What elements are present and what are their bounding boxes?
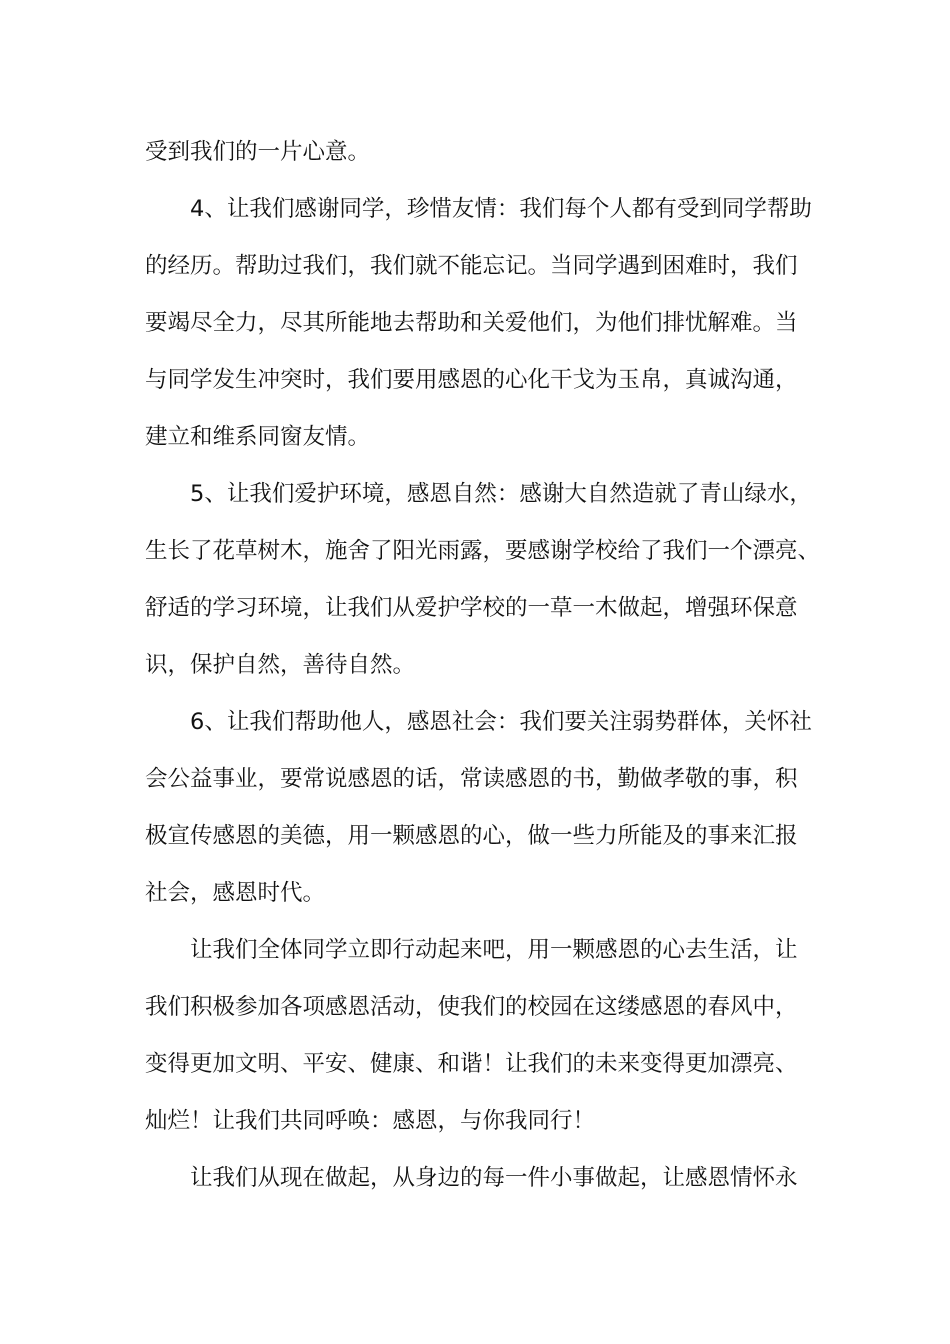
text-line: 生长了花草树木，施舍了阳光雨露，要感谢学校给了我们一个漂亮、 bbox=[145, 538, 821, 564]
text-line: 社会，感恩时代。 bbox=[145, 880, 326, 906]
text-line: 与同学发生冲突时，我们要用感恩的心化干戈为玉帛，真诚沟通， bbox=[145, 367, 798, 393]
text-line: 建立和维系同窗友情。 bbox=[145, 424, 371, 450]
text-line: 要竭尽全力，尽其所能地去帮助和关爱他们，为他们排忧解难。当 bbox=[145, 310, 798, 336]
text-line: 灿烂！让我们共同呼唤：感恩，与你我同行！ bbox=[145, 1108, 596, 1134]
text-line: 极宣传感恩的美德，用一颗感恩的心，做一些力所能及的事来汇报 bbox=[145, 823, 798, 849]
paragraph-start-line: 5、让我们爱护环境，感恩自然：感谢大自然造就了青山绿水， bbox=[190, 481, 812, 507]
text-line: 舒适的学习环境，让我们从爱护学校的一草一木做起，增强环保意 bbox=[145, 595, 798, 621]
text-line: 受到我们的一片心意。 bbox=[145, 139, 371, 165]
text-line: 的经历。帮助过我们，我们就不能忘记。当同学遇到困难时，我们 bbox=[145, 253, 798, 279]
text-line: 变得更加文明、平安、健康、和谐！让我们的未来变得更加漂亮、 bbox=[145, 1051, 798, 1077]
text-line: 识，保护自然，善待自然。 bbox=[145, 652, 416, 678]
paragraph-start-line: 让我们从现在做起，从身边的每一件小事做起，让感恩情怀永 bbox=[190, 1165, 798, 1191]
paragraph-start-line: 让我们全体同学立即行动起来吧，用一颗感恩的心去生活，让 bbox=[190, 937, 798, 963]
paragraph-start-line: 4、让我们感谢同学，珍惜友情：我们每个人都有受到同学帮助 bbox=[190, 196, 812, 222]
text-line: 我们积极参加各项感恩活动，使我们的校园在这缕感恩的春风中， bbox=[145, 994, 798, 1020]
text-line: 会公益事业，要常说感恩的话，常读感恩的书，勤做孝敬的事，积 bbox=[145, 766, 798, 792]
paragraph-start-line: 6、让我们帮助他人，感恩社会：我们要关注弱势群体，关怀社 bbox=[190, 709, 812, 735]
